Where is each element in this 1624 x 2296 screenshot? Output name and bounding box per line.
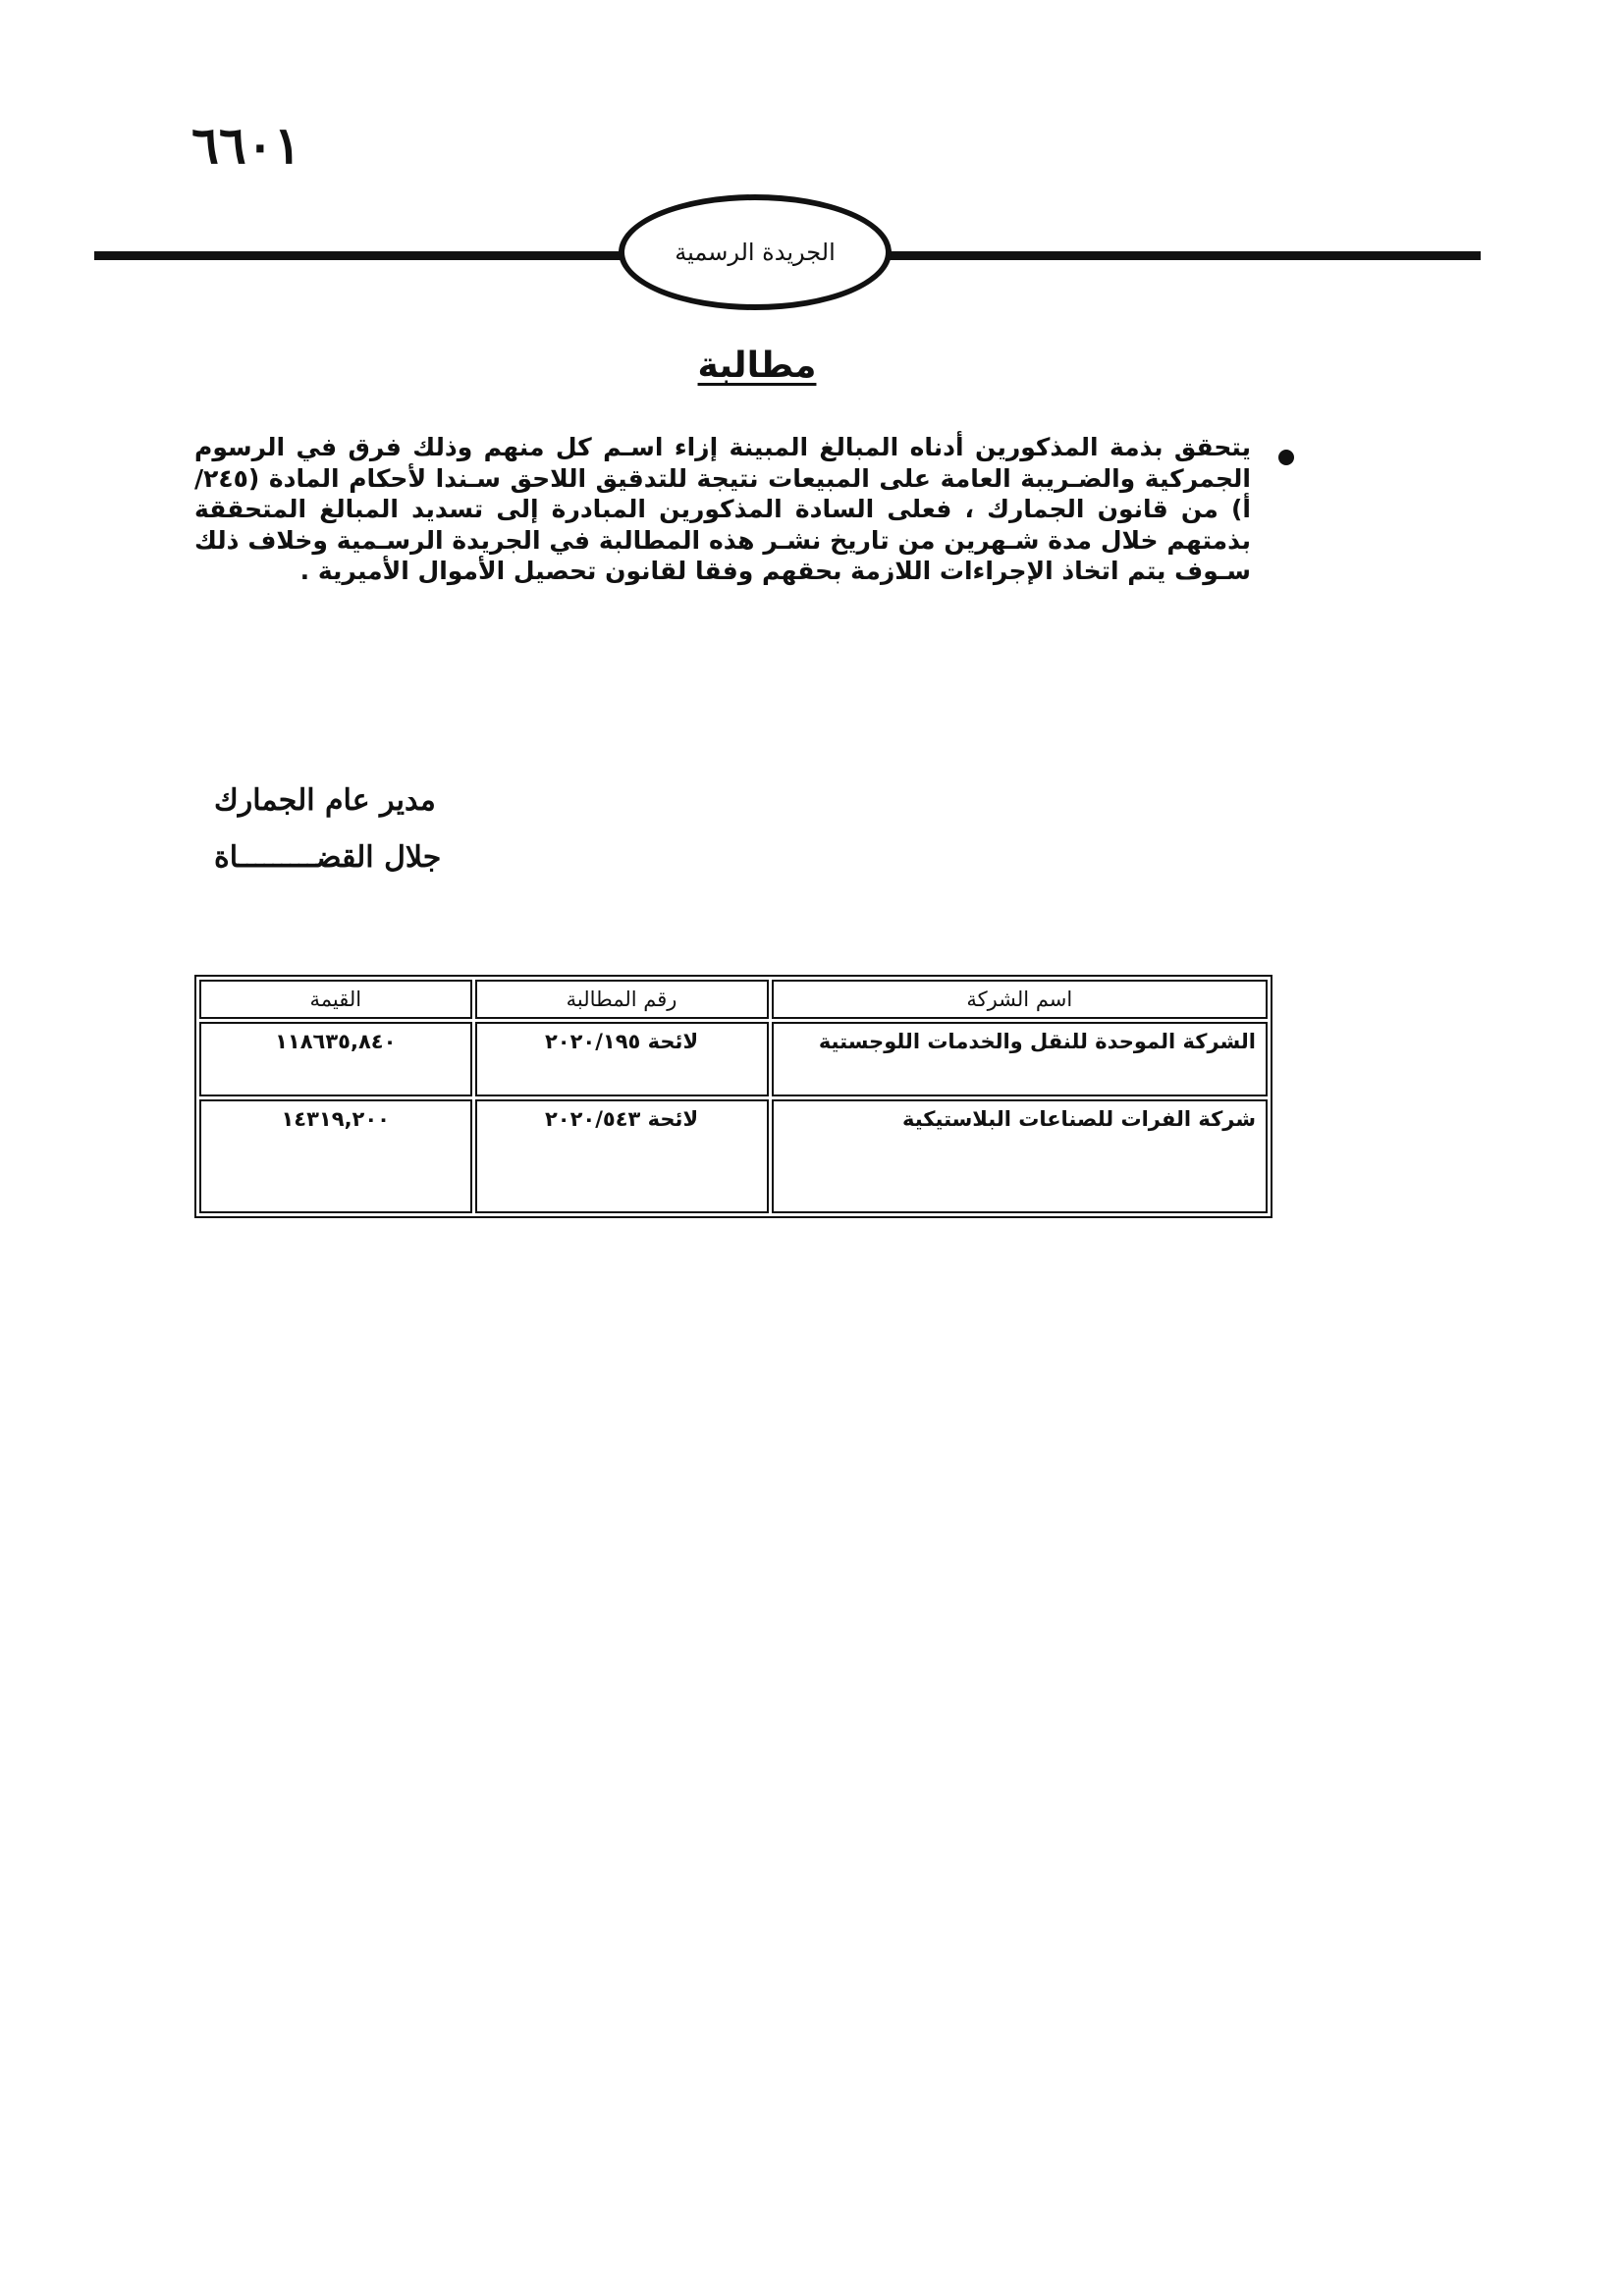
table-row: [199, 1099, 1268, 1213]
cell-value: ١٤٣١٩,٢٠٠: [199, 1099, 472, 1213]
header-company: اسم الشركة: [772, 980, 1268, 1019]
claims-table: [194, 975, 1272, 1218]
cell-value: ١١٨٦٣٥,٨٤٠: [199, 1022, 472, 1096]
cell-company: شركة الفرات للصناعات البلاستيكية: [772, 1099, 1268, 1213]
signature-title: مدير عام الجمارك: [214, 783, 436, 818]
header-oval-label: الجريدة الرسمية: [619, 194, 892, 310]
cell-company: الشركة الموحدة للنقل والخدمات اللوجستية: [772, 1022, 1268, 1096]
cell-claim-number: لائحة ٢٠٢٠/١٩٥: [475, 1022, 769, 1096]
body-paragraph: يتحقق بذمة المذكورين أدناه المبالغ المبينة إزاء اسـم كل منهم وذلك فرق في الرسوم الجمركية والضـريبة العامة على المبيعات نتيجة للتدقيق اللاحق سـندا لأحكام المادة (٢٤٥/أ) من قانون الجمارك ، فعلى السادة المذكورين المبادرة إلى تسديد المبالغ المتحققة بذمتهم خلال مدة شـهرين من تاريخ نشـر هذه المطالبة في الجريدة الرسـمية وخلاف ذلك سـوف يتم اتخاذ الإجراءات اللازمة بحقهم وفقا لقانون تحصيل الأموال الأميرية .: [194, 433, 1251, 585]
cell-claim-number: لائحة ٢٠٢٠/٥٤٣: [475, 1099, 769, 1213]
table-header-row: [199, 980, 1268, 1019]
signature-name: جلال القضـــــــــاة: [214, 840, 442, 875]
table-row: [199, 1022, 1268, 1096]
header-value: القيمة: [199, 980, 472, 1019]
header-claim-number: رقم المطالبة: [475, 980, 769, 1019]
page-title-text: مطالبة: [697, 346, 817, 386]
bullet-icon: [1278, 450, 1294, 465]
page-number: ٦٦٠١: [191, 116, 301, 176]
page-title: [0, 346, 1624, 386]
